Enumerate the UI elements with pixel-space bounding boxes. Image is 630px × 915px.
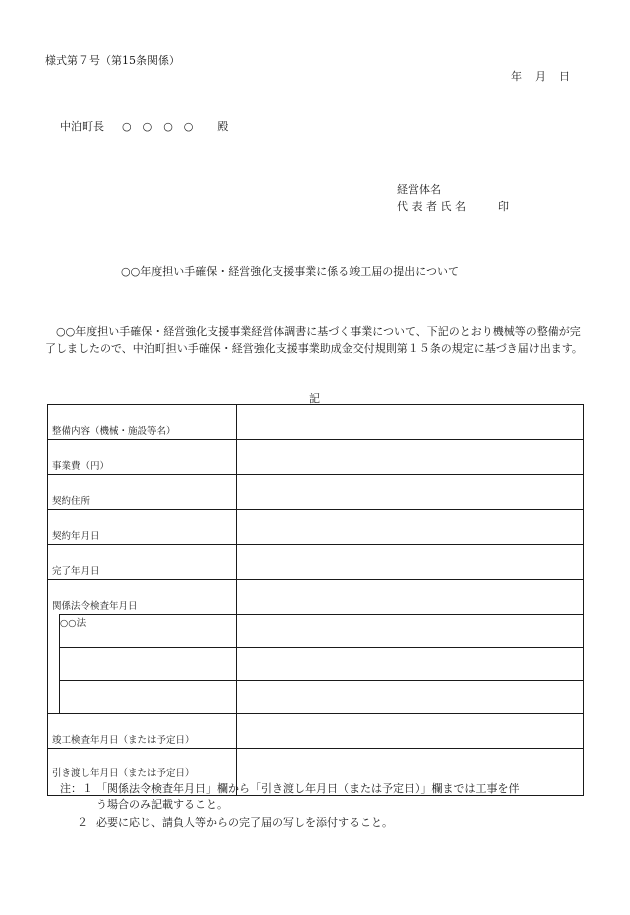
row-label: 竣工検査年月日（または予定日） (48, 714, 237, 749)
row-value[interactable] (237, 405, 584, 440)
table-row (48, 440, 584, 475)
table-row (48, 714, 584, 749)
addressee-placeholder: ○ ○ ○ ○ (122, 120, 194, 133)
row-value[interactable] (237, 714, 584, 749)
table-row (48, 545, 584, 580)
note-2-text: 必要に応じ、請負人等からの完了届の写しを添付すること。 (96, 816, 393, 829)
table-row (48, 510, 584, 545)
row-value[interactable] (237, 510, 584, 545)
sub-row-label: ○○法 (60, 615, 237, 648)
note-2 (77, 814, 393, 830)
row-label: 完了年月日 (48, 545, 237, 580)
note-1-line-1: 「関係法令検査年月日」欄から「引き渡し年月日（または予定日）」欄までは工事を伴 (96, 782, 520, 795)
row-label: 契約年月日 (48, 510, 237, 545)
sub-row-label[interactable] (60, 681, 237, 714)
indent-cell (48, 615, 60, 648)
table-row (48, 615, 584, 648)
table-row (48, 681, 584, 714)
row-value[interactable] (237, 545, 584, 580)
table-row (48, 580, 584, 615)
document-body: ○○年度担い手確保・経営強化支援事業経営体調書に基づく事業について、下記のとおり機械等の整備が完了しましたので、中泊町担い手確保・経営強化支援事業助成金交付規則第１５条の規定に基づき届け出ます。 (45, 325, 583, 355)
report-table (47, 404, 584, 796)
seal-mark: 印 (498, 200, 509, 213)
addressee-honorific: 殿 (217, 120, 229, 133)
sub-row-value[interactable] (237, 615, 584, 648)
row-value[interactable] (237, 440, 584, 475)
representative-line (397, 198, 509, 214)
date-year-label: 年 (511, 70, 522, 83)
row-label: 整備内容（機械・施設等名） (48, 405, 237, 440)
table-row (48, 475, 584, 510)
kankei-label: 関係法令検査年月日 (48, 580, 237, 615)
row-label: 引き渡し年月日（または予定日） (48, 749, 237, 796)
indent-cell (48, 648, 60, 681)
row-label: 事業費（円） (48, 440, 237, 475)
note-1 (60, 781, 520, 813)
row-value[interactable] (237, 580, 584, 615)
ki-label: 記 (309, 392, 320, 405)
table-row (48, 648, 584, 681)
note-1-prefix: 注：１ (60, 782, 93, 795)
sub-row-label[interactable] (60, 648, 237, 681)
table-row (48, 405, 584, 440)
indent-cell (48, 681, 60, 714)
document-title: ○○年度担い手確保・経営強化支援事業に係る竣工届の提出について (121, 265, 459, 278)
date-line (511, 68, 570, 84)
addressee-title: 中泊町長 (60, 120, 104, 133)
representative-label: 代 表 者 氏 名 (397, 200, 466, 213)
note-1-line-2: う場合のみ記載すること。 (96, 798, 228, 811)
addressee (60, 118, 228, 134)
date-month-label: 月 (535, 70, 546, 83)
sub-row-value[interactable] (237, 681, 584, 714)
date-day-label: 日 (559, 70, 570, 83)
row-value[interactable] (237, 475, 584, 510)
note-2-prefix: ２ (77, 816, 88, 829)
business-name-label: 経営体名 (397, 183, 441, 196)
sub-row-value[interactable] (237, 648, 584, 681)
form-number: 様式第７号（第15条関係） (45, 54, 180, 67)
row-label: 契約住所 (48, 475, 237, 510)
